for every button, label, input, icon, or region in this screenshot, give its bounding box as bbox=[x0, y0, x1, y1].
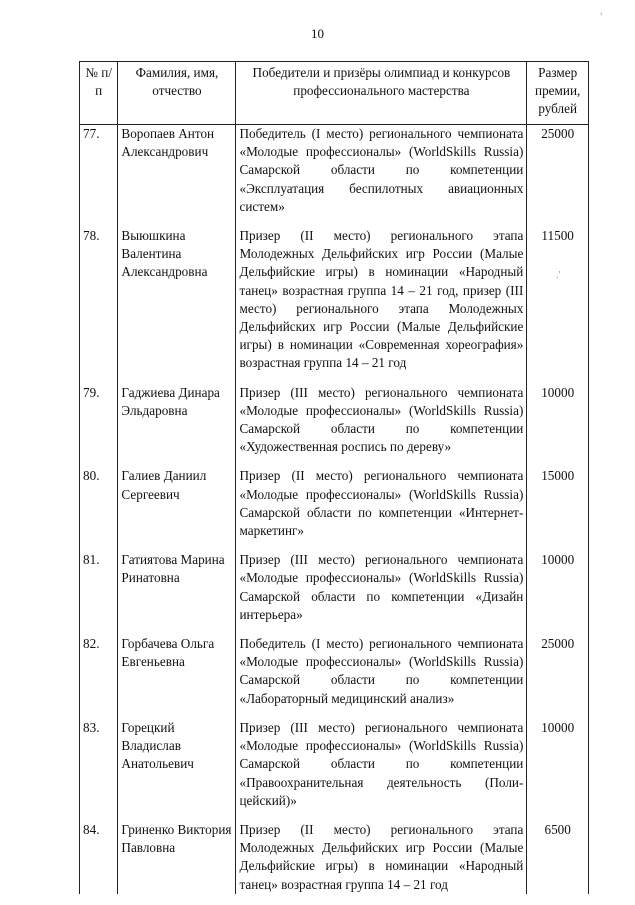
row-prize: 11500 bbox=[527, 216, 589, 373]
row-prize: 25000 bbox=[527, 624, 589, 708]
awards-table bbox=[79, 61, 589, 894]
row-achievement: Призер (III место) регионального чемпионата «Молодые профессионалы» (WorldSkills Russia) Самарской области по компетенции «Дизайн интерьера» bbox=[236, 540, 527, 624]
row-prize: 15000 bbox=[527, 456, 589, 540]
row-achievement: Победитель (I место) регионального чемпионата «Молодые профессионалы» (WorldSkills Russia) Самарской области по компетенции «Лабораторный медицинский анализ» bbox=[236, 624, 527, 708]
row-name: Гриненко Виктория Павловна bbox=[118, 810, 236, 894]
table-row bbox=[80, 456, 589, 540]
table-row bbox=[80, 540, 589, 624]
header-num: № п/п bbox=[80, 62, 118, 125]
scan-artifact: .' bbox=[556, 270, 561, 281]
header-achievement: Победители и призёры олимпиад и конкурсов профессионального мастерства bbox=[236, 62, 527, 125]
row-prize: 10000 bbox=[527, 540, 589, 624]
table-row bbox=[80, 810, 589, 894]
table-row bbox=[80, 708, 589, 810]
header-prize: Размер премии, рублей bbox=[527, 62, 589, 125]
row-achievement: Призер (III место) регионального чемпионата «Молодые профессионалы» (WorldSkills Russia) Самарской области по компетенции «Художественная роспись по дереву» bbox=[236, 373, 527, 457]
row-achievement: Призер (II место) регионального этапа Молодежных Дельфийских игр России (Малые Дельфийские игры) в номинации «Народный танец» возрастная группа 14 – 21 год, призер (III место) регионального этапа Молодежных Дельфийских игр России (Малые Дельфийские игры) в номинации «Современная хореография» возрастная группа 14 – 21 год bbox=[236, 216, 527, 373]
row-name: Воропаев Антон Александрович bbox=[118, 125, 236, 217]
row-achievement: Победитель (I место) регионального чемпионата «Молодые профессионалы» (WorldSkills Russia) Самарской области по компетенции «Эксплуатация беспилотных авиационных систем» bbox=[236, 125, 527, 217]
row-name: Горецкий Владислав Анатольевич bbox=[118, 708, 236, 810]
row-name: Выюшкина Валентина Александровна bbox=[118, 216, 236, 373]
table-row bbox=[80, 125, 589, 217]
row-achievement: Призер (III место) регионального чемпионата «Молодые профессионалы» (WorldSkills Russia) Самарской области по компетенции «Правоохранительная деятельность (Поли-цейский)» bbox=[236, 708, 527, 810]
row-num: 77. bbox=[80, 125, 118, 217]
page-number: 10 bbox=[311, 26, 324, 41]
row-name: Галиев Даниил Сергеевич bbox=[118, 456, 236, 540]
row-achievement: Призер (II место) регионального чемпионата «Молодые профессионалы» (WorldSkills Russia) Самарской области по компетенции «Интернет-маркетинг» bbox=[236, 456, 527, 540]
row-name: Горбачева Ольга Евгеньевна bbox=[118, 624, 236, 708]
row-num: 79. bbox=[80, 373, 118, 457]
row-num: 83. bbox=[80, 708, 118, 810]
row-prize: 10000 bbox=[527, 373, 589, 457]
row-num: 84. bbox=[80, 810, 118, 894]
row-prize: 10000 bbox=[527, 708, 589, 810]
row-name: Гаджиева Динара Эльдаровна bbox=[118, 373, 236, 457]
table-row bbox=[80, 216, 589, 373]
table-header-row bbox=[80, 62, 589, 125]
row-num: 82. bbox=[80, 624, 118, 708]
row-name: Гатиятова Марина Ринатовна bbox=[118, 540, 236, 624]
table-row bbox=[80, 624, 589, 708]
row-num: 81. bbox=[80, 540, 118, 624]
row-prize: 6500 bbox=[527, 810, 589, 894]
header-name: Фамилия, имя, отчество bbox=[118, 62, 236, 125]
table-row bbox=[80, 373, 589, 457]
row-prize: 25000 bbox=[527, 125, 589, 217]
row-num: 78. bbox=[80, 216, 118, 373]
scan-artifact: , bbox=[600, 6, 603, 17]
row-num: 80. bbox=[80, 456, 118, 540]
row-achievement: Призер (II место) регионального этапа Молодежных Дельфийских игр России (Малые Дельфийские игры) в номинации «Народный танец» возрастная группа 14 – 21 год bbox=[236, 810, 527, 894]
